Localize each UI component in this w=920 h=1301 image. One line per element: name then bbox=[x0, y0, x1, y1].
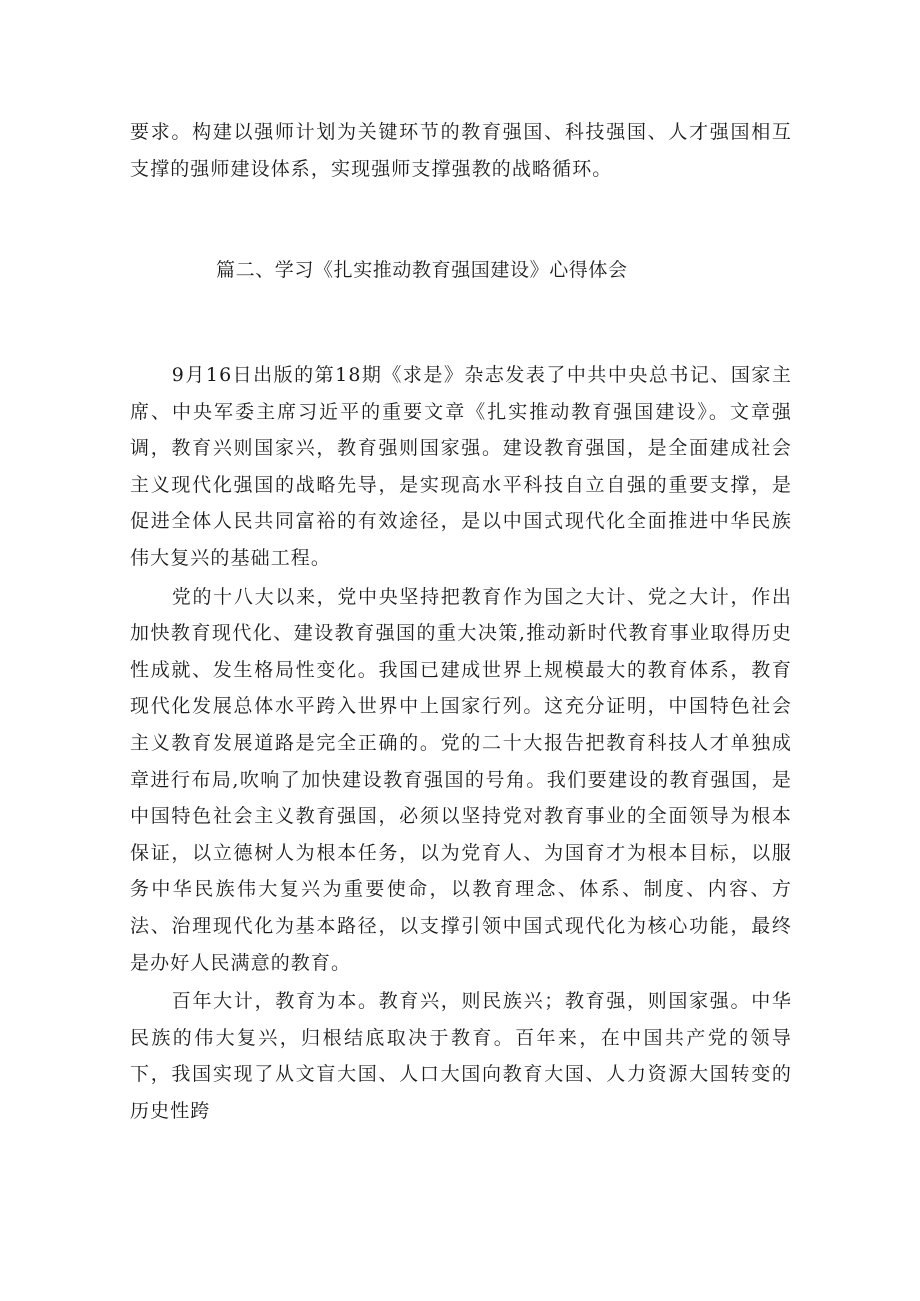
body-text-block bbox=[130, 357, 792, 1129]
section-heading: 篇二、学习《扎实推动教育强国建设》心得体会 bbox=[216, 259, 628, 281]
continuation-paragraph: 要求。构建以强师计划为关键环节的教育强国、科技强国、人才强国相互支撑的强师建设体系，实现强师支撑强教的战略循环。 bbox=[130, 121, 792, 180]
body-paragraph-2: 党的十八大以来，党中央坚持把教育作为国之大计、党之大计，作出加快教育现代化、建设教育强国的重大决策,推动新时代教育事业取得历史性成就、发生格局性变化。我国已建成世界上规模最大的教育体系，教育现代化发展总体水平跨入世界中上国家行列。这充分证明，中国特色社会主义教育发展道路是完全正确的。党的二十大报告把教育科技人才单独成章进行布局,吹响了加快建设教育强国的号角。我们要建设的教育强国，是中国特色社会主义教育强国，必须以坚持党对教育事业的全面领导为根本保证，以立德树人为根本任务，以为党育人、为国育才为根本目标，以服务中华民族伟大复兴为重要使命，以教育理念、体系、制度、内容、方法、治理现代化为基本路径，以支撑引领中国式现代化为核心功能，最终是办好人民满意的教育。 bbox=[130, 585, 792, 974]
body-paragraph-3: 百年大计，教育为本。教育兴，则民族兴；教育强，则国家强。中华民族的伟大复兴，归根结底取决于教育。百年来，在中国共产党的领导下，我国实现了从文盲大国、人口大国向教育大国、人力资源大国转变的历史性跨 bbox=[130, 990, 792, 1122]
body-paragraph-1: 9月16日出版的第18期《求是》杂志发表了中共中央总书记、国家主席、中央军委主席习近平的重要文章《扎实推动教育强国建设》。文章强调，教育兴则国家兴，教育强则国家强。建设教育强国，是全面建成社会主义现代化强国的战略先导，是实现高水平科技自立自强的重要支撑，是促进全体人民共同富裕的有效途径，是以中国式现代化全面推进中华民族伟大复兴的基础工程。 bbox=[130, 364, 792, 569]
continuation-text-block bbox=[130, 114, 792, 187]
